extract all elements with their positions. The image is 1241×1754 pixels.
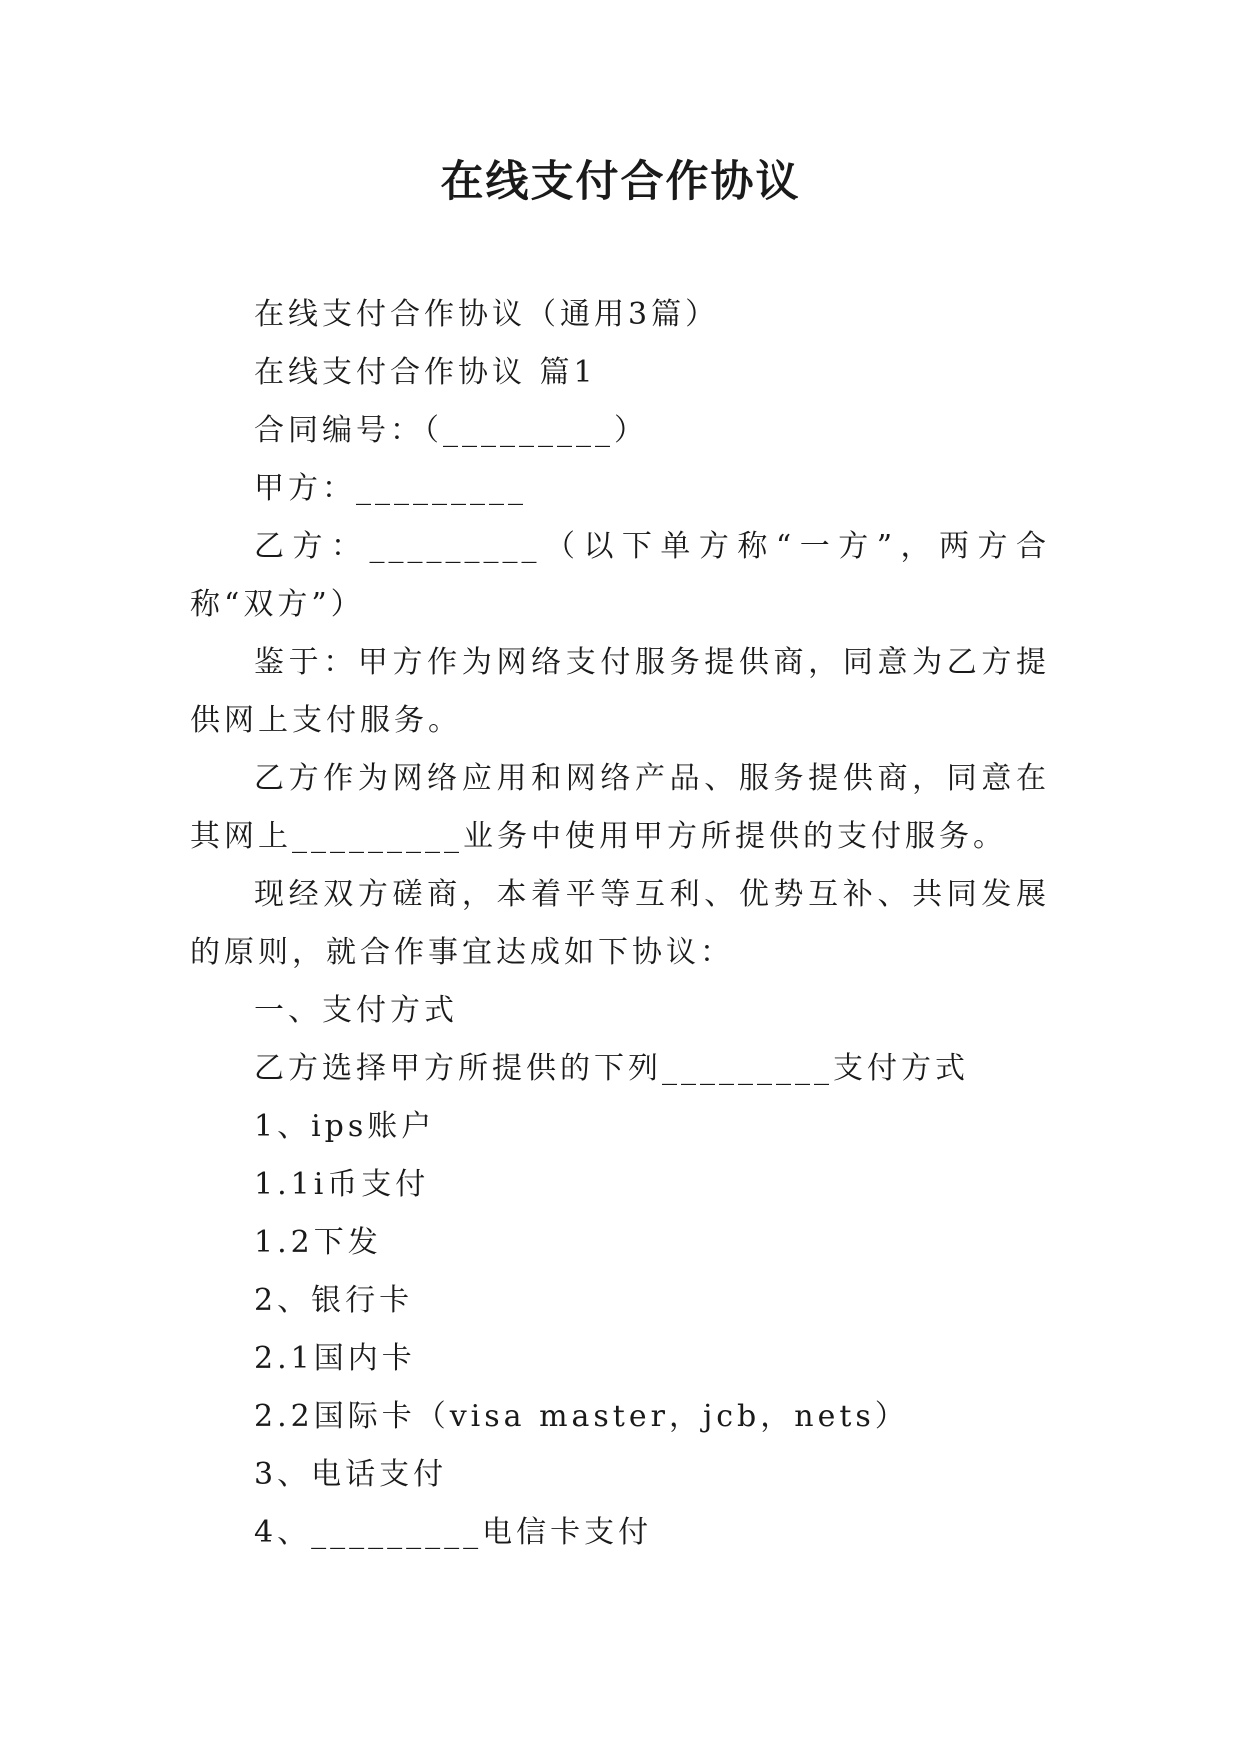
- paragraph-payment-selection: 乙方选择甲方所提供的下列_________支付方式: [254, 1051, 969, 1086]
- list-item-telecom-card: 4、_________电信卡支付: [254, 1515, 653, 1550]
- list-item-international-card: 2.2国际卡（visa master，jcb，nets）: [254, 1399, 909, 1434]
- paragraph-agreement-intro: 现经双方磋商，本着平等互利、优势互补、共同发展的原则，就合作事宜达成如下协议：: [190, 877, 1050, 970]
- list-item-i-coin: 1.1i币支付: [254, 1167, 430, 1202]
- list-item-ips-account: 1、ips账户: [254, 1109, 436, 1144]
- list-item-bank-card: 2、银行卡: [254, 1283, 414, 1318]
- list-item-domestic-card: 2.1国内卡: [254, 1341, 416, 1376]
- paragraph-article-heading: 在线支付合作协议 篇1: [254, 355, 597, 390]
- paragraph-contract-number: 合同编号：（_________）: [254, 413, 648, 448]
- paragraph-whereas: 鉴于：甲方作为网络支付服务提供商，同意为乙方提供网上支付服务。: [190, 645, 1050, 738]
- document-body: [190, 286, 1050, 1562]
- document-title: 在线支付合作协议: [440, 157, 801, 207]
- paragraph-party-a: 甲方：_________: [254, 471, 527, 506]
- paragraph-subtitle: 在线支付合作协议（通用3篇）: [254, 297, 720, 332]
- list-item-disbursement: 1.2下发: [254, 1225, 382, 1260]
- paragraph-party-b-role: 乙方作为网络应用和网络产品、服务提供商，同意在其网上_________业务中使用甲方所提供的支付服务。: [190, 761, 1050, 854]
- paragraph-party-b: 乙方：_________（以下单方称“一方”，两方合称“双方”）: [190, 529, 1050, 622]
- section-heading-payment-methods: 一、支付方式: [254, 993, 458, 1028]
- list-item-phone-payment: 3、电话支付: [254, 1457, 448, 1492]
